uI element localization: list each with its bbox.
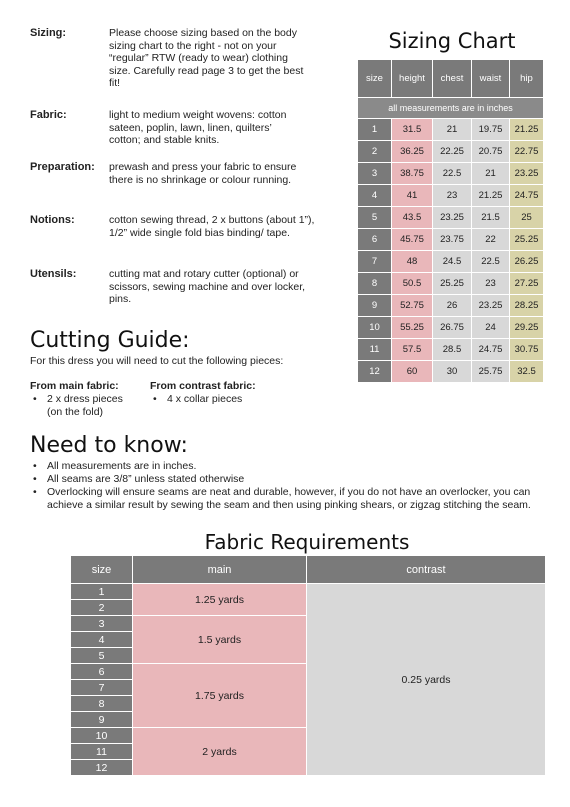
table-cell: 23.75 [433,229,472,251]
table-row [71,584,546,600]
table-cell: 23.25 [510,163,544,185]
table-cell: 31.5 [392,119,433,141]
fabric-requirements-body [71,584,546,776]
term-description: Please choose sizing based on the body sizing chart to the right - not on your “regular” RTW (ready to wear) clothing size. Carefully read page 3 to get the best fit! [109,27,304,89]
list-item: • Overlocking will ensure seams are neat and durable, however, if you do not have an overlocker, you can achieve a similar result by sewing the seam and then using pinking shears, or zigzag stitching the seam. [30,486,542,512]
column-header: size [358,60,392,98]
table-cell: 7 [358,251,392,273]
table-cell: 43.5 [392,207,433,229]
column-header: contrast [307,556,546,584]
size-cell: 2 [71,600,133,616]
term-description: light to medium weight wovens: cotton sateen, poplin, lawn, linen, quilters’ cotton; and stable knits. [109,109,287,146]
sizing-chart-table [357,59,544,383]
table-cell: 23.25 [472,295,510,317]
size-cell: 10 [71,728,133,744]
table-cell: 22.25 [433,141,472,163]
table-row [358,361,544,383]
table-cell: 23 [472,273,510,295]
table-cell: 30.75 [510,339,544,361]
need-to-know-title: Need to know: [30,433,188,458]
table-cell: 6 [358,229,392,251]
table-cell: 2 [358,141,392,163]
table-cell: 22.5 [472,251,510,273]
cutting-guide-title: Cutting Guide: [30,328,190,353]
table-cell: 26 [433,295,472,317]
table-row [358,141,544,163]
column-header: size [71,556,133,584]
table-cell: 23.25 [433,207,472,229]
table-cell: 29.25 [510,317,544,339]
term-description: cutting mat and rotary cutter (optional) or scissors, sewing machine and over locker, pins. [109,268,306,305]
table-cell: 36.25 [392,141,433,163]
term-label: Utensils: [30,268,77,280]
fabric-requirements-table [70,555,546,776]
table-cell: 21.25 [510,119,544,141]
table-cell: 57.5 [392,339,433,361]
main-yardage-cell: 2 yards [133,728,307,776]
sizing-chart-header-row [358,60,544,98]
table-cell: 52.75 [392,295,433,317]
table-cell: 30 [433,361,472,383]
table-cell: 25.75 [472,361,510,383]
table-cell: 24.75 [472,339,510,361]
table-row [358,295,544,317]
size-cell: 1 [71,584,133,600]
sizing-chart-note-row [358,98,544,119]
table-cell: 22 [472,229,510,251]
table-cell: 8 [358,273,392,295]
fabric-requirements-header-row [71,556,546,584]
table-cell: 38.75 [392,163,433,185]
table-cell: 50.5 [392,273,433,295]
sizing-chart-title: Sizing Chart [388,29,516,53]
table-cell: 28.25 [510,295,544,317]
table-row [358,207,544,229]
list-item: • 2 x dress pieces (on the fold) [30,393,140,418]
contrast-fabric-heading: From contrast fabric: [150,380,256,392]
size-cell: 5 [71,648,133,664]
term-label: Notions: [30,214,75,226]
term-label: Fabric: [30,109,67,121]
table-cell: 25.25 [433,273,472,295]
contrast-yardage-cell: 0.25 yards [307,584,546,776]
table-cell: 26.25 [510,251,544,273]
table-cell: 21.5 [472,207,510,229]
table-cell: 41 [392,185,433,207]
size-cell: 7 [71,680,133,696]
term-label: Preparation: [30,161,95,173]
table-cell: 48 [392,251,433,273]
need-to-know-list [30,460,542,512]
table-row [358,273,544,295]
table-cell: 12 [358,361,392,383]
main-fabric-heading: From main fabric: [30,380,119,392]
main-yardage-cell: 1.5 yards [133,616,307,664]
table-row [358,163,544,185]
column-header: chest [433,60,472,98]
table-cell: 25.25 [510,229,544,251]
table-row [358,317,544,339]
list-item: • 4 x collar pieces [150,393,300,406]
table-cell: 1 [358,119,392,141]
column-header: height [392,60,433,98]
column-header: waist [472,60,510,98]
table-cell: 23 [433,185,472,207]
cutting-guide-intro: For this dress you will need to cut the following pieces: [30,355,284,367]
size-cell: 11 [71,744,133,760]
size-cell: 6 [71,664,133,680]
term-description: cotton sewing thread, 2 x buttons (about 1”), 1/2” wide single fold bias binding/ tape. [109,214,315,239]
list-item: • All seams are 3/8” unless stated otherwise [30,473,542,486]
size-cell: 12 [71,760,133,776]
size-cell: 3 [71,616,133,632]
column-header: main [133,556,307,584]
term-label: Sizing: [30,27,67,39]
table-cell: 19.75 [472,119,510,141]
table-cell: 60 [392,361,433,383]
table-row [358,185,544,207]
table-row [358,251,544,273]
table-cell: 24 [472,317,510,339]
table-cell: 20.75 [472,141,510,163]
table-cell: 3 [358,163,392,185]
table-cell: 55.25 [392,317,433,339]
table-cell: 21 [472,163,510,185]
contrast-fabric-list [150,393,300,406]
column-header: hip [510,60,544,98]
table-cell: 11 [358,339,392,361]
table-cell: 45.75 [392,229,433,251]
table-cell: 26.75 [433,317,472,339]
table-cell: 22.5 [433,163,472,185]
table-cell: 21.25 [472,185,510,207]
table-cell: 25 [510,207,544,229]
table-cell: 21 [433,119,472,141]
main-yardage-cell: 1.25 yards [133,584,307,616]
table-cell: 9 [358,295,392,317]
size-cell: 4 [71,632,133,648]
table-cell: 22.75 [510,141,544,163]
table-cell: 24.75 [510,185,544,207]
size-cell: 9 [71,712,133,728]
table-cell: 4 [358,185,392,207]
size-cell: 8 [71,696,133,712]
table-cell: 28.5 [433,339,472,361]
measurement-note: all measurements are in inches [358,98,544,119]
table-cell: 24.5 [433,251,472,273]
table-cell: 5 [358,207,392,229]
sizing-chart-body [358,119,544,383]
list-item: • All measurements are in inches. [30,460,542,473]
table-row [358,339,544,361]
main-fabric-list [30,393,140,418]
table-row [358,229,544,251]
main-yardage-cell: 1.75 yards [133,664,307,728]
table-cell: 10 [358,317,392,339]
table-cell: 27.25 [510,273,544,295]
table-row [358,119,544,141]
table-cell: 32.5 [510,361,544,383]
term-description: prewash and press your fabric to ensure there is no shrinkage or colour running. [109,161,297,186]
fabric-requirements-title: Fabric Requirements [204,530,410,554]
